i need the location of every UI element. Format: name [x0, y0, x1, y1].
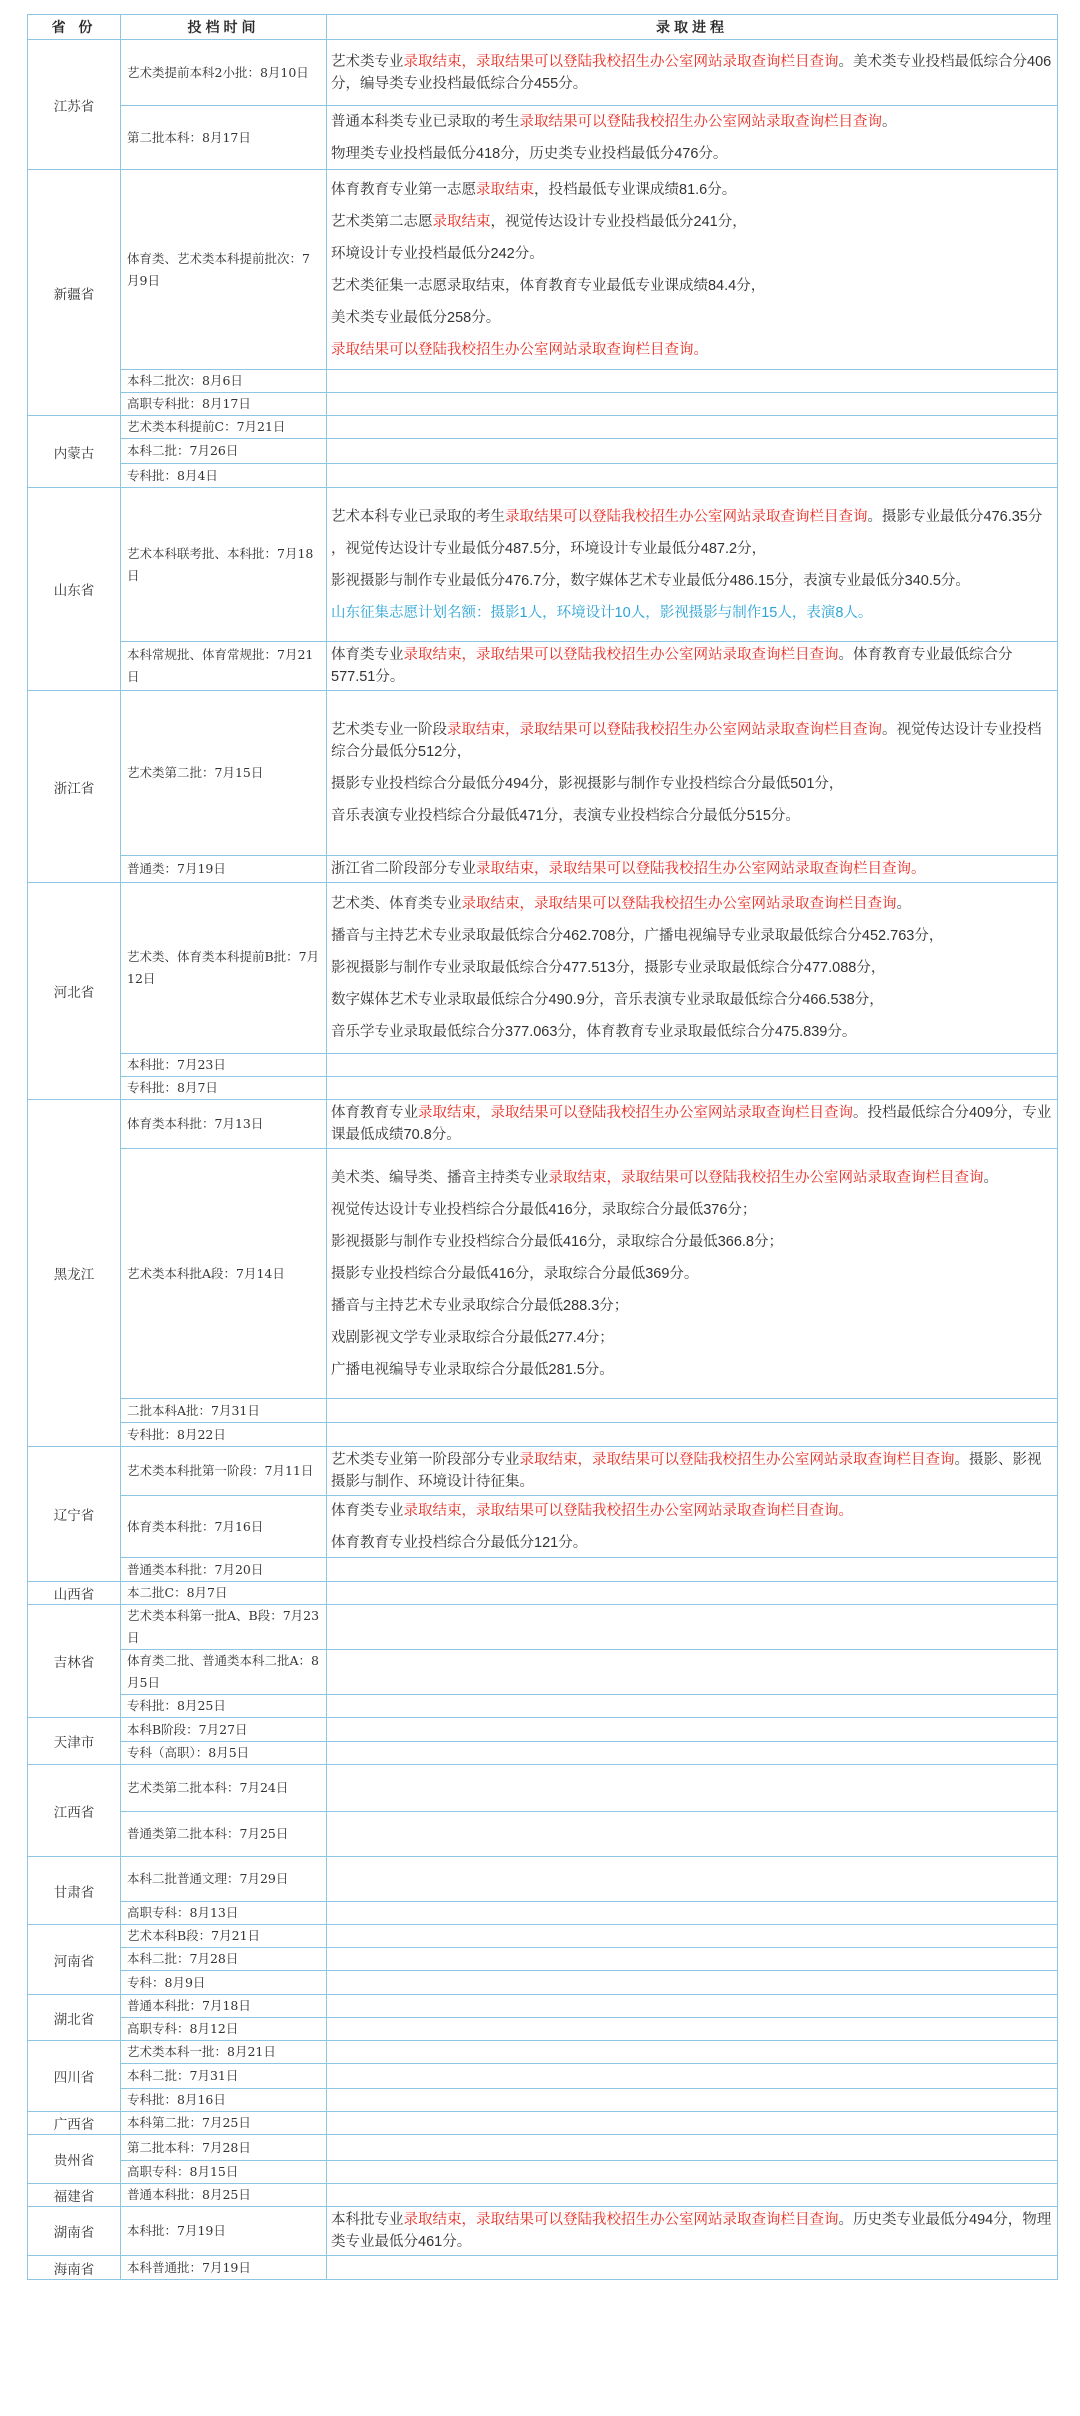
progress-text: 艺术类专业 [331, 53, 404, 70]
progress-cell [327, 1100, 1058, 1149]
progress-text: 音乐学专业录取最低综合分377.063分，体育教育专业录取最低综合分475.839分。 [331, 1024, 857, 1040]
schedule-cell: 本科二批普通文理：7月29日 [121, 1857, 327, 1902]
progress-cell [327, 691, 1058, 856]
schedule-cell: 艺术类提前本科2小批：8月10日 [121, 40, 327, 106]
progress-cell [327, 1765, 1058, 1812]
progress-cell [327, 2184, 1058, 2207]
progress-cell [327, 40, 1058, 106]
schedule-cell: 艺术类本科提前C：7月21日 [121, 416, 327, 439]
progress-cell [327, 2064, 1058, 2089]
schedule-cell: 本科普通批：7月19日 [121, 2256, 327, 2280]
progress-cell [327, 1948, 1058, 1971]
province-cell: 江西省 [28, 1765, 121, 1857]
progress-line [331, 1295, 1053, 1317]
progress-line [331, 957, 1053, 979]
table-row [28, 1558, 1058, 1582]
progress-cell [327, 1742, 1058, 1765]
progress-line [331, 1102, 1053, 1146]
table-row [28, 1718, 1058, 1742]
table-row [28, 1925, 1058, 1948]
table-row [28, 393, 1058, 416]
progress-cell [327, 439, 1058, 464]
progress-line [331, 644, 1053, 688]
schedule-cell: 普通类本科批：7月20日 [121, 1558, 327, 1582]
progress-line [331, 1327, 1053, 1349]
progress-line [331, 143, 1053, 165]
progress-cell [327, 2161, 1058, 2184]
progress-cell [327, 170, 1058, 370]
table-row [28, 1605, 1058, 1650]
quota-text: 山东征集志愿计划名额：摄影1人，环境设计10人，影视摄影与制作15人，表演8人。 [331, 604, 873, 621]
schedule-cell: 本科第二批：7月25日 [121, 2112, 327, 2135]
progress-cell [327, 1605, 1058, 1650]
province-cell: 甘肃省 [28, 1857, 121, 1925]
schedule-cell: 普通类：7月19日 [121, 856, 327, 883]
progress-text: 。投档最低综合分409分，专业课最低成绩70.8分。 [331, 1105, 1052, 1143]
progress-line [331, 307, 1053, 329]
highlight-text: 录取结束，录取结果可以登陆我校招生办公室网站录取查询栏目查询。 [403, 1502, 853, 1519]
highlight-text: 录取结束，录取结果可以登陆我校招生办公室网站录取查询栏目查询 [403, 647, 839, 663]
schedule-cell: 第二批本科：7月28日 [121, 2135, 327, 2161]
schedule-cell: 体育类、艺术类本科提前批次：7月9日 [121, 170, 327, 370]
schedule-cell: 本科批：7月23日 [121, 1054, 327, 1077]
progress-cell [327, 1447, 1058, 1496]
table-row [28, 2018, 1058, 2041]
progress-text: 。 [896, 896, 911, 912]
progress-cell [327, 393, 1058, 416]
table-row [28, 1582, 1058, 1605]
table-row [28, 2184, 1058, 2207]
highlight-text: 录取结束，录取结果可以登陆我校招生办公室网站录取查询栏目查询。 [476, 861, 926, 877]
progress-line [331, 1500, 1053, 1522]
progress-text: 普通本科类专业已录取的考生 [331, 113, 520, 130]
schedule-cell: 艺术本科联考批、本科批：7月18日 [121, 488, 327, 642]
progress-text: 艺术本科专业已录取的考生 [331, 508, 505, 525]
highlight-text: 录取结果可以登陆我校招生办公室网站录取查询栏目查询 [505, 508, 868, 525]
header-time: 投档时间 [121, 15, 327, 40]
schedule-cell: 专科（高职）：8月5日 [121, 1742, 327, 1765]
table-row [28, 2112, 1058, 2135]
table-row [28, 1077, 1058, 1100]
province-cell: 黑龙江 [28, 1100, 121, 1447]
province-cell: 山西省 [28, 1582, 121, 1605]
progress-text: 体育类专业 [331, 1502, 404, 1519]
schedule-cell: 本科常规批、体育常规批：7月21日 [121, 642, 327, 691]
progress-line [331, 989, 1053, 1011]
highlight-text: 录取结果可以登陆我校招生办公室网站录取查询栏目查询 [519, 113, 882, 130]
schedule-cell: 体育类本科批：7月13日 [121, 1100, 327, 1149]
highlight-text: 录取结束，录取结果可以登陆我校招生办公室网站录取查询栏目查询 [461, 896, 897, 912]
progress-line [331, 506, 1053, 528]
table-header-row [28, 15, 1058, 40]
progress-cell [327, 1925, 1058, 1948]
schedule-cell: 艺术类本科批第一阶段：7月11日 [121, 1447, 327, 1496]
progress-line [331, 275, 1053, 297]
schedule-cell: 艺术类本科批A段：7月14日 [121, 1149, 327, 1399]
table-row [28, 1812, 1058, 1857]
progress-line [331, 179, 1053, 201]
progress-text: 艺术类第二志愿 [331, 213, 433, 230]
progress-text: 体育教育专业第一志愿 [331, 181, 476, 198]
progress-text: 播音与主持艺术专业录取最低综合分462.708分，广播电视编导专业录取最低综合分452.763分， [331, 928, 944, 944]
progress-cell [327, 2041, 1058, 2064]
progress-line [331, 1021, 1053, 1043]
table-row [28, 691, 1058, 856]
progress-line [331, 1532, 1053, 1554]
table-row [28, 1742, 1058, 1765]
progress-cell [327, 2018, 1058, 2041]
schedule-cell: 本科二批：7月31日 [121, 2064, 327, 2089]
progress-text: 。体育教育专业最低综合分577.51分。 [331, 647, 1013, 685]
progress-text: 摄影专业投档综合分最低416分，录取综合分最低369分。 [331, 1265, 699, 1282]
province-cell: 辽宁省 [28, 1447, 121, 1582]
schedule-cell: 艺术类本科第一批A、B段：7月23日 [121, 1605, 327, 1650]
progress-line [331, 602, 1053, 624]
table-row [28, 1447, 1058, 1496]
progress-text: 美术类专业最低分258分。 [331, 309, 501, 326]
province-cell: 天津市 [28, 1718, 121, 1765]
table-row [28, 2135, 1058, 2161]
schedule-cell: 专科批：8月4日 [121, 464, 327, 488]
progress-cell [327, 464, 1058, 488]
progress-text: 浙江省二阶段部分专业 [331, 861, 476, 877]
progress-text: 数字媒体艺术专业录取最低综合分490.9分，音乐表演专业录取最低综合分466.538分， [331, 992, 884, 1008]
schedule-cell: 专科批：8月22日 [121, 1423, 327, 1447]
progress-cell [327, 1399, 1058, 1423]
province-cell: 江苏省 [28, 40, 121, 170]
table-row [28, 2207, 1058, 2256]
table-row [28, 642, 1058, 691]
progress-cell [327, 416, 1058, 439]
progress-text: 体育教育专业投档综合分最低分121分。 [331, 1534, 588, 1551]
table-row [28, 1948, 1058, 1971]
progress-cell [327, 883, 1058, 1054]
progress-text: 。 [882, 113, 897, 130]
schedule-cell: 艺术类第二批：7月15日 [121, 691, 327, 856]
progress-cell [327, 1582, 1058, 1605]
table-row [28, 416, 1058, 439]
progress-line [331, 570, 1053, 592]
progress-line [331, 1231, 1053, 1253]
table-row [28, 488, 1058, 642]
table-row [28, 856, 1058, 883]
progress-cell [327, 106, 1058, 170]
table-row [28, 2041, 1058, 2064]
province-cell: 贵州省 [28, 2135, 121, 2184]
schedule-cell: 普通本科批：7月18日 [121, 1995, 327, 2018]
province-cell: 河南省 [28, 1925, 121, 1995]
progress-cell [327, 1496, 1058, 1558]
table-row [28, 1765, 1058, 1812]
province-cell: 海南省 [28, 2256, 121, 2280]
progress-line [331, 893, 1053, 915]
schedule-cell: 普通类第二批本科：7月25日 [121, 1812, 327, 1857]
progress-line [331, 51, 1053, 95]
table-row [28, 170, 1058, 370]
table-row [28, 1695, 1058, 1718]
schedule-cell: 高职专科批：8月17日 [121, 393, 327, 416]
progress-line [331, 1199, 1053, 1221]
progress-cell [327, 1902, 1058, 1925]
highlight-text: 录取结束，录取结果可以登陆我校招生办公室网站录取查询栏目查询 [403, 53, 839, 70]
table-row [28, 370, 1058, 393]
table-row [28, 1100, 1058, 1149]
progress-line [331, 211, 1053, 233]
table-body [28, 40, 1058, 2280]
table-row [28, 40, 1058, 106]
progress-text: 美术类、编导类、播音主持类专业 [331, 1169, 549, 1186]
progress-text: 艺术类征集一志愿录取结束，体育教育专业最低专业课成绩84.4分， [331, 277, 766, 294]
progress-line [331, 1449, 1053, 1493]
progress-text: 。美术类专业投档最低综合分406分，编导类专业投档最低综合分455分。 [331, 53, 1052, 92]
highlight-text: 录取结束 [432, 213, 491, 230]
highlight-text: 录取结果可以登陆我校招生办公室网站录取查询栏目查询。 [331, 341, 708, 358]
table-row [28, 2161, 1058, 2184]
progress-cell [327, 2207, 1058, 2256]
table-row [28, 883, 1058, 1054]
progress-cell [327, 1054, 1058, 1077]
table-row [28, 439, 1058, 464]
progress-line [331, 1359, 1053, 1381]
table-row [28, 1149, 1058, 1399]
progress-line [331, 925, 1053, 947]
progress-cell [327, 1718, 1058, 1742]
table-row [28, 464, 1058, 488]
schedule-cell: 本科B阶段：7月27日 [121, 1718, 327, 1742]
schedule-cell: 专科批：8月25日 [121, 1695, 327, 1718]
progress-text: 体育类专业 [331, 647, 404, 663]
table-row [28, 106, 1058, 170]
progress-text: 影视摄影与制作专业投档综合分最低416分，录取综合分最低366.8分； [331, 1233, 783, 1250]
progress-text: 艺术类专业第一阶段部分专业 [331, 1452, 520, 1468]
progress-text: ，投档最低专业课成绩81.6分。 [534, 181, 737, 198]
province-cell: 浙江省 [28, 691, 121, 883]
progress-cell [327, 2256, 1058, 2280]
table-row [28, 1971, 1058, 1995]
table-row [28, 2256, 1058, 2280]
schedule-cell: 艺术类本科一批：8月21日 [121, 2041, 327, 2064]
province-cell: 湖南省 [28, 2207, 121, 2256]
progress-cell [327, 1423, 1058, 1447]
province-cell: 山东省 [28, 488, 121, 691]
province-cell: 内蒙古 [28, 416, 121, 488]
progress-text: 环境设计专业投档最低分242分。 [331, 245, 544, 262]
progress-line [331, 1167, 1053, 1189]
progress-cell [327, 642, 1058, 691]
progress-text: 视觉传达设计专业投档综合分最低416分，录取综合分最低376分； [331, 1201, 757, 1218]
table-row [28, 1650, 1058, 1695]
progress-text: ，视觉传达设计专业最低分487.5分，环境设计专业最低分487.2分， [331, 540, 767, 557]
progress-line [331, 805, 1053, 827]
highlight-text: 录取结束，录取结果可以登陆我校招生办公室网站录取查询栏目查询 [403, 2212, 839, 2228]
admission-table [27, 14, 1058, 2280]
progress-cell [327, 856, 1058, 883]
schedule-cell: 本二批C：8月7日 [121, 1582, 327, 1605]
schedule-cell: 高职专科：8月15日 [121, 2161, 327, 2184]
table-row [28, 1399, 1058, 1423]
progress-text: 。历史类专业最低分494分，物理类专业最低分461分。 [331, 2212, 1052, 2250]
schedule-cell: 高职专科：8月13日 [121, 1902, 327, 1925]
header-province: 省 份 [28, 15, 121, 40]
schedule-cell: 第二批本科：8月17日 [121, 106, 327, 170]
progress-line [331, 1263, 1053, 1285]
progress-text: 广播电视编导专业录取综合分最低281.5分。 [331, 1361, 614, 1378]
table-row [28, 1995, 1058, 2018]
progress-line [331, 858, 1053, 880]
progress-line [331, 2209, 1053, 2253]
schedule-cell: 本科二批次：8月6日 [121, 370, 327, 393]
progress-cell [327, 1149, 1058, 1399]
progress-line [331, 773, 1053, 795]
progress-text: 影视摄影与制作专业最低分476.7分，数字媒体艺术专业最低分486.15分，表演专业最低分340.5分。 [331, 572, 970, 589]
highlight-text: 录取结束，录取结果可以登陆我校招生办公室网站录取查询栏目查询 [548, 1169, 984, 1186]
highlight-text: 录取结束，录取结果可以登陆我校招生办公室网站录取查询栏目查询 [519, 1452, 955, 1468]
progress-line [331, 719, 1053, 763]
progress-line [331, 111, 1053, 133]
province-cell: 广西省 [28, 2112, 121, 2135]
progress-text: 音乐表演专业投档综合分最低471分，表演专业投档综合分最低分515分。 [331, 808, 800, 824]
table-row [28, 1857, 1058, 1902]
highlight-text: 录取结束，录取结果可以登陆我校招生办公室网站录取查询栏目查询 [447, 722, 882, 738]
table-row [28, 2064, 1058, 2089]
progress-cell [327, 1995, 1058, 2018]
progress-text: 播音与主持艺术专业录取综合分最低288.3分； [331, 1297, 629, 1314]
province-cell: 四川省 [28, 2041, 121, 2112]
progress-text: 影视摄影与制作专业录取最低综合分477.513分，摄影专业录取最低综合分477.088分， [331, 960, 886, 976]
schedule-cell: 本科批：7月19日 [121, 2207, 327, 2256]
table-row [28, 1054, 1058, 1077]
table-row [28, 1902, 1058, 1925]
province-cell: 吉林省 [28, 1605, 121, 1718]
progress-cell [327, 370, 1058, 393]
progress-cell [327, 1812, 1058, 1857]
progress-cell [327, 2089, 1058, 2112]
progress-text: 戏剧影视文学专业录取综合分最低277.4分； [331, 1329, 614, 1346]
province-cell: 福建省 [28, 2184, 121, 2207]
progress-text: 本科批专业 [331, 2212, 404, 2228]
schedule-cell: 本科二批：7月28日 [121, 1948, 327, 1971]
progress-cell [327, 1650, 1058, 1695]
schedule-cell: 高职专科：8月12日 [121, 2018, 327, 2041]
province-cell: 湖北省 [28, 1995, 121, 2041]
schedule-cell: 专科批：8月7日 [121, 1077, 327, 1100]
progress-text: 艺术类、体育类专业 [331, 896, 462, 912]
schedule-cell: 二批本科A批：7月31日 [121, 1399, 327, 1423]
progress-cell [327, 1857, 1058, 1902]
progress-cell [327, 1695, 1058, 1718]
progress-text: 。视觉传达设计专业投档综合分最低分512分， [331, 722, 1042, 760]
province-cell: 河北省 [28, 883, 121, 1100]
progress-cell [327, 1077, 1058, 1100]
schedule-cell: 本科二批：7月26日 [121, 439, 327, 464]
progress-text: 摄影专业投档综合分最低分494分，影视摄影与制作专业投档综合分最低501分， [331, 776, 844, 792]
schedule-cell: 体育类本科批：7月16日 [121, 1496, 327, 1558]
progress-cell [327, 488, 1058, 642]
progress-text: 体育教育专业 [331, 1105, 418, 1121]
highlight-text: 录取结束，录取结果可以登陆我校招生办公室网站录取查询栏目查询 [418, 1105, 853, 1121]
progress-line [331, 243, 1053, 265]
schedule-cell: 普通本科批：8月25日 [121, 2184, 327, 2207]
schedule-cell: 体育类二批、普通类本科二批A：8月5日 [121, 1650, 327, 1695]
schedule-cell: 专科：8月9日 [121, 1971, 327, 1995]
progress-text: 。 [983, 1169, 998, 1186]
schedule-cell: 艺术类、体育类本科提前B批：7月12日 [121, 883, 327, 1054]
progress-cell [327, 1971, 1058, 1995]
progress-text: 。摄影、影视摄影与制作、环境设计待征集。 [331, 1452, 1042, 1490]
progress-cell [327, 2112, 1058, 2135]
progress-text: 。摄影专业最低分476.35分 [867, 508, 1043, 525]
table-row [28, 1496, 1058, 1558]
table-row [28, 2089, 1058, 2112]
province-cell: 新疆省 [28, 170, 121, 416]
highlight-text: 录取结束 [476, 181, 534, 198]
progress-cell [327, 2135, 1058, 2161]
progress-cell [327, 1558, 1058, 1582]
progress-text: 艺术类专业一阶段 [331, 722, 447, 738]
progress-text: ，视觉传达设计专业投档最低分241分， [490, 213, 747, 230]
schedule-cell: 艺术类第二批本科：7月24日 [121, 1765, 327, 1812]
schedule-cell: 艺术本科B段：7月21日 [121, 1925, 327, 1948]
header-progress: 录取进程 [327, 15, 1058, 40]
table-row [28, 1423, 1058, 1447]
progress-text: 物理类专业投档最低分418分，历史类专业投档最低分476分。 [331, 145, 728, 162]
schedule-cell: 专科批：8月16日 [121, 2089, 327, 2112]
progress-line [331, 339, 1053, 361]
progress-line [331, 538, 1053, 560]
